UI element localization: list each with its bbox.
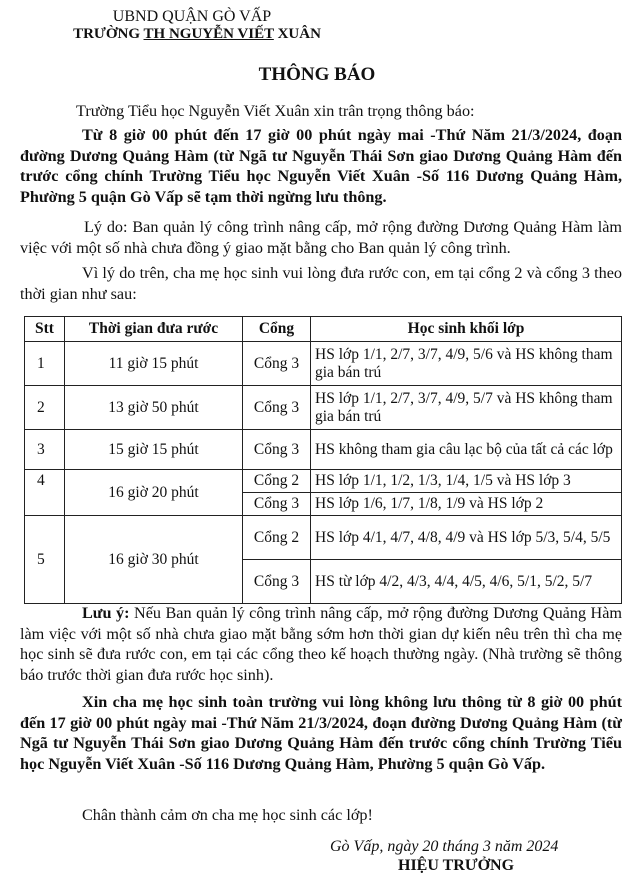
row-students: HS lớp 1/1, 2/7, 3/7, 4/9, 5/6 và HS không tham gia bán trú [311,342,622,386]
header-time: Thời gian đưa rước [65,317,243,342]
pickup-schedule-table [24,316,622,604]
row-gate: Cổng 2 [243,516,311,560]
row-stt: 1 [25,342,65,386]
row-gate: Cổng 3 [243,342,311,386]
reason-paragraph: Lý do: Ban quản lý công trình nâng cấp, mở rộng đường Dương Quảng Hàm làm việc với một số nhà chưa đồng ý giao mặt bằng cho Ban quản lý công trình. [20,218,622,257]
header-gate: Cổng [243,317,311,342]
pickup-instruction-paragraph: Vì lý do trên, cha mẹ học sinh vui lòng đưa rước con, em tại cổng 2 và cổng 3 theo thời gian như sau: [20,264,622,303]
row-stt: 3 [25,430,65,470]
note-paragraph [20,603,622,685]
table-row [25,430,622,470]
row-gate: Cổng 3 [243,560,311,604]
row-gate: Cổng 2 [243,470,311,493]
row-students: HS từ lớp 4/2, 4/3, 4/4, 4/5, 4/6, 5/1, 5/2, 5/7 [311,560,622,604]
table-row [25,516,622,560]
road-closure-paragraph: Từ 8 giờ 00 phút đến 17 giờ 00 phút ngày mai -Thứ Năm 21/3/2024, đoạn đường Dương Quảng Hàm (từ Ngã tư Nguyễn Thái Sơn giao Dương Quảng Hàm đến trước cổng chính Trường Tiểu học Nguyễn Viết Xuân -Số 116 Dương Quảng Hàm, Phường 5 quận Gò Vấp sẽ tạm thời ngừng lưu thông. [20,126,622,206]
row-time: 16 giờ 30 phút [65,516,243,604]
row-students: HS lớp 1/1, 1/2, 1/3, 1/4, 1/5 và HS lớp 3 [311,470,622,493]
row-time: 11 giờ 15 phút [65,342,243,386]
note-label: Lưu ý: [82,604,130,622]
note-text: Nếu Ban quản lý công trình nâng cấp, mở rộng đường Dương Quảng Hàm làm việc với một số nhà chưa giao mặt bằng sớm hơn thời gian dự kiến nêu trên thì cha mẹ học sinh sẽ đưa rước con, em tại các cổng theo kế hoạch thường ngày. (Nhà trường sẽ thông báo trước thời gian đưa rước học sinh). [20,604,623,684]
request-paragraph: Xin cha mẹ học sinh toàn trường vui lòng không lưu thông từ 8 giờ 00 phút đến 17 giờ 00 phút ngày mai -Thứ Năm 21/3/2024, đoạn đường Dương Quảng Hàm (từ Ngã tư Nguyễn Thái Sơn giao Dương Quảng Hàm đến trước cổng chính Trường Tiểu học Nguyễn Viết Xuân -Số 116 Dương Quảng Hàm, Phường 5 quận Gò Vấp. [20,693,622,773]
table-row [25,386,622,430]
district-name: UBND QUẬN GÒ VẤP [112,8,272,25]
signer-title: HIỆU TRƯỞNG [398,857,515,874]
row-students: HS lớp 1/6, 1/7, 1/8, 1/9 và HS lớp 2 [311,493,622,516]
document-title: THÔNG BÁO [258,64,376,85]
row-students: HS lớp 1/1, 2/7, 3/7, 4/9, 5/7 và HS không tham gia bán trú [311,386,622,430]
row-stt: 5 [25,516,65,604]
table-header-row [25,317,622,342]
row-gate: Cổng 3 [243,493,311,516]
school-name-prefix: TRƯỜNG [73,26,144,42]
row-time: 13 giờ 50 phút [65,386,243,430]
school-name-underlined: TH NGUYỄN VIẾT [143,26,274,42]
intro-paragraph: Trường Tiểu học Nguyễn Viết Xuân xin trân trọng thông báo: [76,102,475,120]
row-time: 15 giờ 15 phút [65,430,243,470]
place-date: Gò Vấp, ngày 20 tháng 3 năm 2024 [330,838,559,855]
table-row [25,342,622,386]
row-stt: 4 [25,470,65,516]
school-name [52,26,342,43]
thanks-line: Chân thành cảm ơn cha mẹ học sinh các lớp! [82,806,373,824]
row-stt: 2 [25,386,65,430]
header-stt: Stt [25,317,65,342]
row-gate: Cổng 3 [243,430,311,470]
school-name-suffix: XUÂN [273,26,321,42]
row-gate: Cổng 3 [243,386,311,430]
header-students: Học sinh khối lớp [311,317,622,342]
row-students: HS không tham gia câu lạc bộ của tất cả các lớp [311,430,622,470]
table-row [25,470,622,493]
row-time: 16 giờ 20 phút [65,470,243,516]
row-students: HS lớp 4/1, 4/7, 4/8, 4/9 và HS lớp 5/3, 5/4, 5/5 [311,516,622,560]
